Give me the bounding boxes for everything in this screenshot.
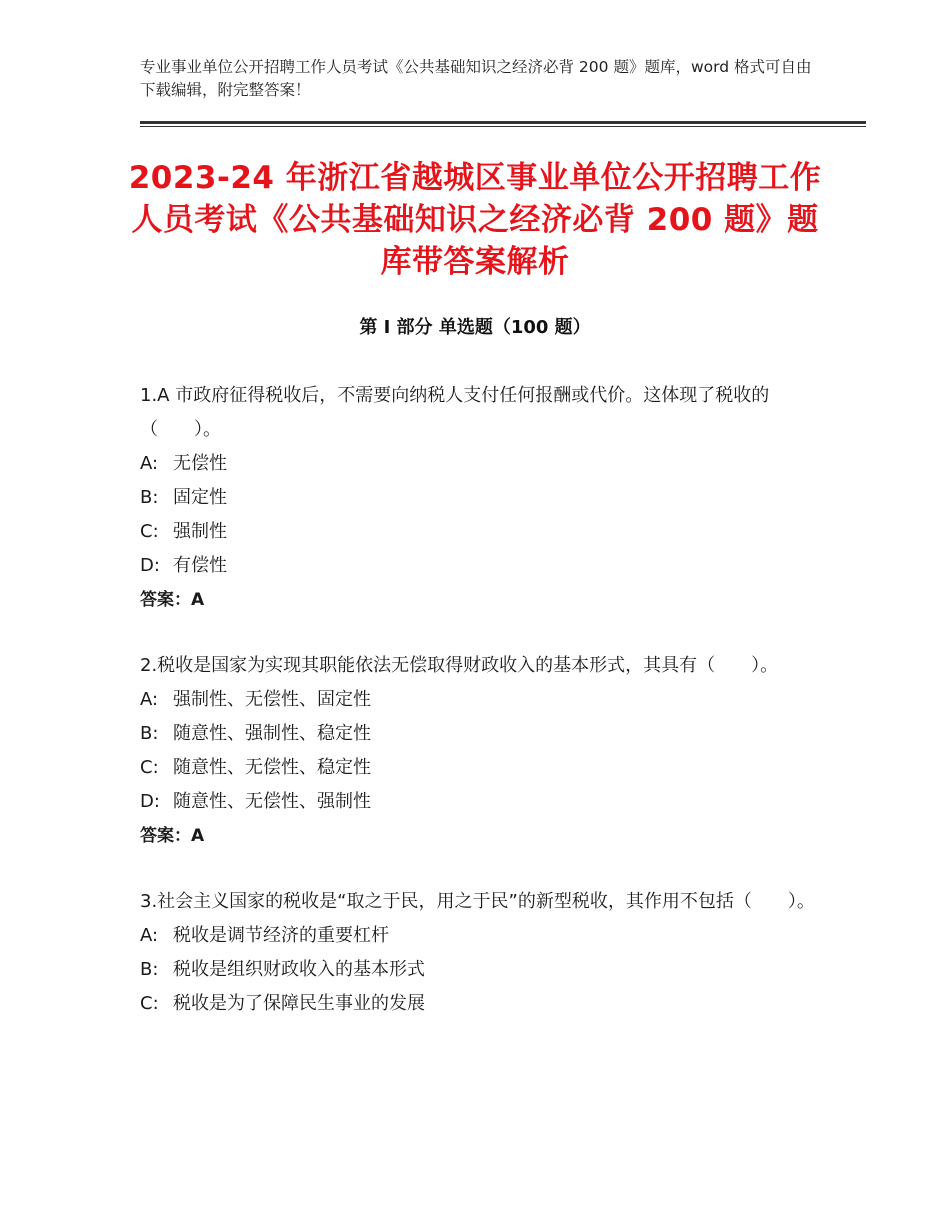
answer: 答案：A [140, 590, 205, 610]
option-c [140, 751, 830, 785]
option-a [140, 683, 830, 717]
answer: 答案：A [140, 826, 205, 846]
header-divider-thick [140, 121, 866, 124]
question-stem: 3.社会主义国家的税收是“取之于民，用之于民”的新型税收，其作用不包括（ ）。 [140, 891, 815, 912]
option-text: 固定性 [173, 487, 227, 508]
option-letter: A: [140, 689, 159, 710]
question-1 [140, 379, 830, 617]
option-letter: B: [140, 723, 159, 744]
option-text: 随意性、强制性、稳定性 [173, 723, 371, 744]
option-text: 强制性、无偿性、固定性 [173, 689, 371, 710]
option-letter: D: [140, 555, 160, 576]
option-letter: C: [140, 757, 159, 778]
option-d [140, 549, 830, 583]
option-d [140, 785, 830, 819]
option-b [140, 481, 830, 515]
option-a [140, 919, 830, 953]
option-letter: D: [140, 791, 160, 812]
option-text: 无偿性 [173, 453, 227, 474]
question-list [140, 379, 830, 1053]
option-text: 税收是为了保障民生事业的发展 [173, 993, 425, 1014]
option-letter: B: [140, 487, 159, 508]
option-b [140, 953, 830, 987]
question-3 [140, 885, 830, 1021]
option-b [140, 717, 830, 751]
section-heading: 第 I 部分 单选题（100 题） [359, 317, 591, 338]
question-stem: 1.A 市政府征得税收后，不需要向纳税人支付任何报酬或代价。这体现了税收的（ ）。 [140, 385, 770, 440]
option-c [140, 515, 830, 549]
option-text: 税收是调节经济的重要杠杆 [173, 925, 389, 946]
header-note: 专业事业单位公开招聘工作人员考试《公共基础知识之经济必背 200 题》题库，word 格式可自由下载编辑，附完整答案！ [140, 58, 812, 99]
option-letter: C: [140, 993, 159, 1014]
option-letter: A: [140, 925, 159, 946]
option-letter: A: [140, 453, 159, 474]
option-letter: C: [140, 521, 159, 542]
question-2 [140, 649, 830, 853]
option-a [140, 447, 830, 481]
document-title: 2023-24 年浙江省越城区事业单位公开招聘工作人员考试《公共基础知识之经济必背 200 题》题库带答案解析 [128, 160, 822, 280]
header-divider-thin [140, 126, 866, 127]
option-c [140, 987, 830, 1021]
question-stem: 2.税收是国家为实现其职能依法无偿取得财政收入的基本形式，其具有（ ）。 [140, 655, 779, 676]
option-text: 随意性、无偿性、强制性 [173, 791, 371, 812]
option-text: 随意性、无偿性、稳定性 [173, 757, 371, 778]
option-text: 税收是组织财政收入的基本形式 [173, 959, 425, 980]
option-letter: B: [140, 959, 159, 980]
option-text: 强制性 [173, 521, 227, 542]
option-text: 有偿性 [173, 555, 227, 576]
